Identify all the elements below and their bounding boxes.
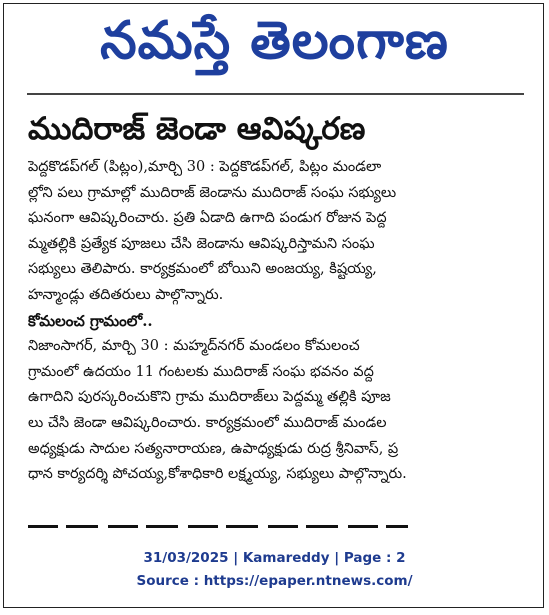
cropped-next-article-edge (28, 519, 408, 529)
article-subheading: కోమలంచ గ్రామంలో.. (28, 311, 153, 330)
body-line: మ్మతల్లికి ప్రత్యేక పూజలు చేసి జెండాను ఆవిష్కరిస్తామని సంఘ (28, 235, 375, 252)
footer-date-edition-page: 31/03/2025 | Kamareddy | Page : 2 (143, 550, 406, 566)
body-line: హన్మాండ్లు తదితరులు పాల్గొన్నారు. (28, 286, 224, 303)
clipping-footer (0, 547, 549, 593)
body-line: ల్లోని పలు గ్రామాల్లో ముదిరాజ్ జెండాను ముదిరాజ్ సంఘ సభ్యులు (28, 184, 397, 201)
body-line: గ్రామంలో ఉదయం 11 గంటలకు ముదిరాజ్ సంఘ భవనం వద్ద (28, 363, 374, 380)
body-line: అధ్యక్షుడు సాదుల సత్యనారాయణ, ఉపాధ్యక్షుడు రుద్ర శ్రీనివాస్, ప్ర (28, 440, 399, 457)
footer-source: Source : https://epaper.ntnews.com/ (136, 573, 413, 589)
body-line: ఉగాదిని పురస్కరించుకొని గ్రామ ముదిరాజ్‌లు పెద్దమ్మ తల్లికి పూజ (28, 389, 391, 406)
body-line: లు చేసి జెండా ఆవిష్కరించారు. కార్యక్రమంలో ముదిరాజ్ మండల (28, 414, 387, 431)
body-line: ధాన కార్యదర్శి పోచయ్య,కోశాధికారి లక్ష్మయ్య, సభ్యులు పాల్గొన్నారు. (28, 466, 407, 483)
divider-rule (27, 93, 524, 95)
body-line: నిజాంసాగర్, మార్చి 30 : మహ్మద్‌నగర్ మండలం కోమలంచ (28, 338, 360, 355)
body-line: ఘనంగా ఆవిష్కరించారు. ప్రతి ఏడాది ఉగాది పండుగ రోజున పెద్ద (28, 210, 387, 227)
body-line: సభ్యులు తెలిపారు. కార్యక్రమంలో బోయిని అంజయ్య, కిష్టయ్య, (28, 261, 377, 278)
body-line: పెద్దకొడప్‌గల్ (పిట్లం),మార్చి 30 : పెద్దకొడప్‌గల్, పిట్లం మండలా (28, 159, 382, 175)
masthead-logo: నమస్తే తెలంగాణ (100, 11, 449, 71)
article-headline: ముదిరాజ్ జెండా ఆవిష్కరణ (28, 111, 366, 147)
article-body (28, 155, 524, 488)
